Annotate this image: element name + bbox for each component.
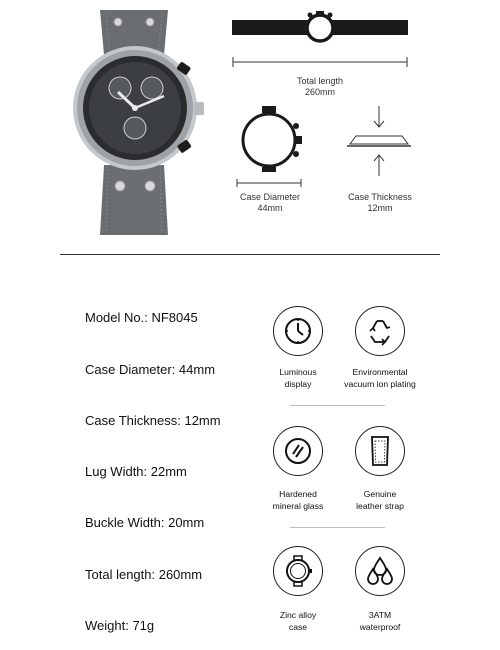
section-divider: [60, 254, 440, 255]
luminous-feature-circle: [273, 306, 323, 356]
clock-icon: [283, 316, 313, 346]
feature-luminous-line2: display: [284, 379, 312, 389]
feature-zinc: [258, 609, 338, 633]
case-thickness-icon: [344, 104, 414, 178]
ion-plating-feature-circle: [355, 306, 405, 356]
water-drops-icon: [364, 555, 396, 587]
case-outline-icon: [236, 102, 310, 172]
feature-luminous: [258, 366, 338, 390]
strap-silhouette-icon: [230, 8, 410, 48]
feature-ion-plating: [335, 366, 425, 390]
feature-ion-plating-line2: vacuum ion plating: [344, 379, 416, 389]
watch-product-image: [60, 0, 230, 240]
spec-case-diameter: Case Diameter: 44mm: [85, 362, 216, 377]
feature-leather: [335, 488, 425, 512]
feature-glass: [258, 488, 338, 512]
spec-total-length: Total length: 260mm: [85, 567, 203, 582]
glass-icon: [283, 436, 313, 466]
waterproof-feature-circle: [355, 546, 405, 596]
feature-zinc-line2: case: [288, 622, 308, 632]
recycle-icon: [365, 316, 395, 346]
leather-strap-icon: [365, 434, 395, 468]
case-diameter-label: Case Diameter: [239, 192, 301, 202]
total-length-caption: [260, 76, 380, 98]
total-length-label: Total length: [296, 76, 344, 86]
glass-feature-circle: [273, 426, 323, 476]
spec-lug-width: Lug Width: 22mm: [85, 464, 187, 479]
total-length-bracket: [232, 56, 408, 68]
case-diameter-value: 44mm: [257, 203, 283, 213]
feature-waterproof-line2: waterproof: [359, 622, 401, 632]
watch-case-icon: [283, 555, 313, 587]
spec-model-no: Model No.: NF8045: [85, 310, 198, 325]
feature-ion-plating-line1: Environmental: [352, 367, 408, 377]
total-length-value: 260mm: [304, 87, 335, 97]
feature-waterproof: [335, 609, 425, 633]
spec-buckle-width: Buckle Width: 20mm: [85, 515, 205, 530]
case-diameter-bracket: [236, 178, 302, 188]
spec-weight: Weight: 71g: [85, 618, 155, 633]
case-thickness-value: 12mm: [367, 203, 393, 213]
case-thickness-caption: [332, 192, 428, 214]
zinc-feature-circle: [273, 546, 323, 596]
feature-glass-line2: mineral glass: [272, 501, 324, 511]
feature-separator: [290, 527, 385, 528]
spec-case-thickness: Case Thickness: 12mm: [85, 413, 221, 428]
feature-leather-line1: Genuine: [363, 489, 397, 499]
feature-separator: [290, 405, 385, 406]
feature-waterproof-line1: 3ATM: [368, 610, 392, 620]
feature-leather-line2: leather strap: [356, 501, 404, 511]
leather-feature-circle: [355, 426, 405, 476]
feature-zinc-line1: Zinc alloy: [279, 610, 317, 620]
case-thickness-label: Case Thickness: [348, 192, 412, 202]
feature-glass-line1: Hardened: [279, 489, 317, 499]
feature-luminous-line1: Luminous: [279, 367, 317, 377]
case-diameter-caption: [222, 192, 318, 214]
